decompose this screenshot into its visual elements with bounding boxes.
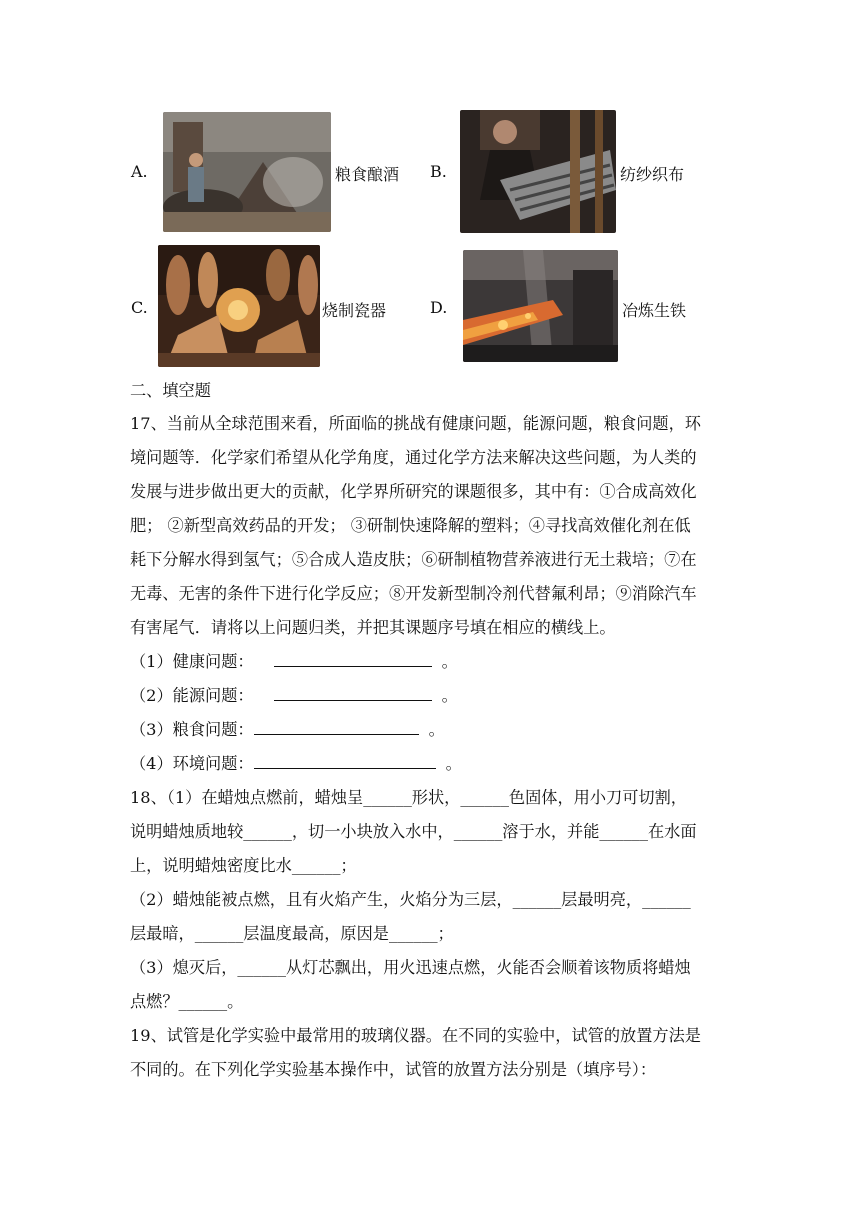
option-letter: D.: [430, 298, 448, 317]
answer-blank[interactable]: [274, 682, 432, 701]
question-line: 有害尾气．请将以上问题归类，并把其课题序号填在相应的横线上。: [130, 618, 616, 637]
option-letter: A.: [131, 162, 148, 181]
brewing-photo: [163, 112, 331, 232]
question-line: 不同的。在下列化学实验基本操作中，试管的放置方法分别是（填序号）：: [130, 1060, 657, 1079]
question-line: 上，说明蜡烛密度比水______；: [130, 856, 357, 875]
answer-blank[interactable]: [254, 750, 436, 769]
iron-smelting-photo: [463, 250, 618, 362]
question-line: 耗下分解水得到氢气；⑤合成人造皮肤；⑥研制植物营养液进行无土栽培；⑦在: [130, 550, 697, 569]
option-caption: 烧制瓷器: [322, 301, 387, 320]
option-letter: B.: [430, 162, 447, 181]
question-line: （3）熄灭后，______从灯芯飘出，用火迅速点燃，火能否会顺着该物质将蜡烛: [130, 958, 691, 977]
question-line: 发展与进步做出更大的贡献，化学界所研究的课题很多，其中有：①合成高效化: [130, 482, 697, 501]
question-line: 19、试管是化学实验中最常用的玻璃仪器。在不同的实验中，试管的放置方法是: [130, 1026, 701, 1045]
sub-item-environment: [130, 747, 462, 781]
question-line: 说明蜡烛质地较______，切一小块放入水中，______溶于水，并能______在水面: [130, 822, 697, 841]
option-letter: C.: [131, 298, 148, 317]
sub-item-label: （4）环境问题：: [130, 754, 254, 773]
question-line: 18、（1）在蜡烛点燃前，蜡烛呈______形状，______色固体，用小刀可切割，: [130, 788, 687, 807]
weaving-photo: [460, 110, 616, 233]
option-caption: 冶炼生铁: [622, 301, 687, 320]
porcelain-kiln-photo: [158, 245, 320, 367]
sub-item-food: [130, 713, 445, 747]
question-line: 层最暗，______层温度最高，原因是______；: [130, 924, 454, 943]
sub-item-end: 。: [428, 720, 445, 739]
question-line: 点燃？______。: [130, 992, 244, 1011]
question-line: 肥； ②新型高效药品的开发； ③研制快速降解的塑料；④寻找高效催化剂在低: [130, 516, 691, 535]
question-line: 无毒、无害的条件下进行化学反应；⑧开发新型制冷剂代替氟利昂；⑨消除汽车: [130, 584, 697, 603]
sub-item-label: （1）健康问题：: [130, 652, 254, 671]
question-line: （2）蜡烛能被点燃，且有火焰产生，火焰分为三层，______层最明亮，______: [130, 890, 691, 909]
sub-item-label: （2）能源问题：: [130, 686, 254, 705]
sub-item-label: （3）粮食问题：: [130, 720, 254, 739]
answer-blank[interactable]: [254, 716, 419, 735]
sub-item-end: 。: [441, 686, 458, 705]
question-line: 17、当前从全球范围来看，所面临的挑战有健康问题，能源问题，粮食问题，环: [130, 414, 701, 433]
question-line: 境问题等．化学家们希望从化学角度，通过化学方法来解决这些问题，为人类的: [130, 448, 697, 467]
section-title: 二、填空题: [130, 381, 211, 400]
option-caption: 粮食酿酒: [335, 165, 400, 184]
sub-item-end: 。: [441, 652, 458, 671]
sub-item-health: [130, 645, 458, 679]
sub-item-end: 。: [445, 754, 462, 773]
sub-item-energy: [130, 679, 458, 713]
answer-blank[interactable]: [274, 648, 432, 667]
option-caption: 纺纱织布: [620, 165, 685, 184]
